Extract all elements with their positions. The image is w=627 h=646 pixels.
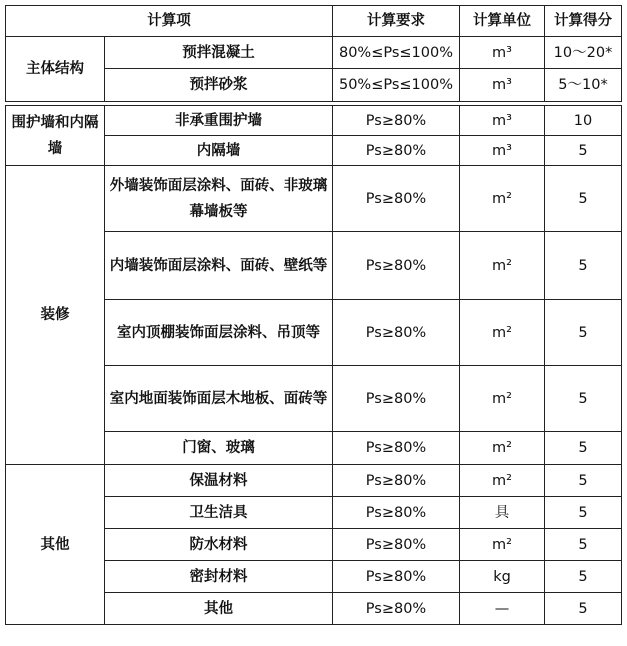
requirement-cell: Ps≥80%	[333, 497, 460, 529]
unit-cell: m³	[460, 106, 545, 136]
unit-cell: m²	[460, 529, 545, 561]
scoring-table	[5, 5, 622, 625]
group-main-label: 主体结构	[6, 37, 105, 102]
item-cell: 外墙装饰面层涂料、面砖、非玻璃幕墙板等	[105, 166, 333, 232]
score-cell: 5	[545, 529, 622, 561]
table-row	[6, 166, 622, 232]
score-cell: 5	[545, 300, 622, 366]
item-cell: 非承重围护墙	[105, 106, 333, 136]
requirement-cell: Ps≥80%	[333, 136, 460, 166]
header-item: 计算项	[6, 6, 333, 37]
unit-cell: m³	[460, 136, 545, 166]
table-row	[6, 106, 622, 136]
requirement-cell: Ps≥80%	[333, 366, 460, 432]
group-deco-label: 装修	[6, 166, 105, 465]
item-cell: 密封材料	[105, 561, 333, 593]
requirement-cell: Ps≥80%	[333, 106, 460, 136]
table-row	[6, 37, 622, 69]
header-row	[6, 6, 622, 37]
unit-cell: —	[460, 593, 545, 625]
score-cell: 5	[545, 166, 622, 232]
header-unit: 计算单位	[460, 6, 545, 37]
unit-cell: m²	[460, 465, 545, 497]
item-cell: 门窗、玻璃	[105, 432, 333, 465]
requirement-cell: Ps≥80%	[333, 166, 460, 232]
requirement-cell: Ps≥80%	[333, 593, 460, 625]
score-cell: 5	[545, 432, 622, 465]
item-cell: 其他	[105, 593, 333, 625]
item-cell: 内隔墙	[105, 136, 333, 166]
unit-cell: m²	[460, 166, 545, 232]
item-cell: 室内地面装饰面层木地板、面砖等	[105, 366, 333, 432]
item-cell: 预拌砂浆	[105, 69, 333, 102]
item-cell: 室内顶棚装饰面层涂料、吊顶等	[105, 300, 333, 366]
unit-cell: m²	[460, 232, 545, 300]
unit-cell: 具	[460, 497, 545, 529]
unit-cell: kg	[460, 561, 545, 593]
requirement-cell: Ps≥80%	[333, 465, 460, 497]
item-cell: 卫生洁具	[105, 497, 333, 529]
requirement-cell: Ps≥80%	[333, 561, 460, 593]
table-row	[6, 465, 622, 497]
score-cell: 5	[545, 232, 622, 300]
item-cell: 预拌混凝土	[105, 37, 333, 69]
requirement-cell: Ps≥80%	[333, 432, 460, 465]
unit-cell: m³	[460, 37, 545, 69]
requirement-cell: 80%≤Ps≤100%	[333, 37, 460, 69]
unit-cell: m²	[460, 300, 545, 366]
score-cell: 10～20*	[545, 37, 622, 69]
unit-cell: m²	[460, 432, 545, 465]
item-cell: 保温材料	[105, 465, 333, 497]
requirement-cell: Ps≥80%	[333, 232, 460, 300]
item-cell: 内墙装饰面层涂料、面砖、壁纸等	[105, 232, 333, 300]
score-cell: 5	[545, 497, 622, 529]
score-cell: 5	[545, 593, 622, 625]
requirement-cell: Ps≥80%	[333, 529, 460, 561]
header-requirement: 计算要求	[333, 6, 460, 37]
unit-cell: m²	[460, 366, 545, 432]
score-cell: 10	[545, 106, 622, 136]
unit-cell: m³	[460, 69, 545, 102]
group-other-label: 其他	[6, 465, 105, 625]
group-wall-label: 围护墙和内隔墙	[6, 106, 105, 166]
score-cell: 5	[545, 136, 622, 166]
score-cell: 5～10*	[545, 69, 622, 102]
score-cell: 5	[545, 465, 622, 497]
requirement-cell: Ps≥80%	[333, 300, 460, 366]
score-cell: 5	[545, 561, 622, 593]
score-cell: 5	[545, 366, 622, 432]
requirement-cell: 50%≤Ps≤100%	[333, 69, 460, 102]
item-cell: 防水材料	[105, 529, 333, 561]
header-score: 计算得分	[545, 6, 622, 37]
